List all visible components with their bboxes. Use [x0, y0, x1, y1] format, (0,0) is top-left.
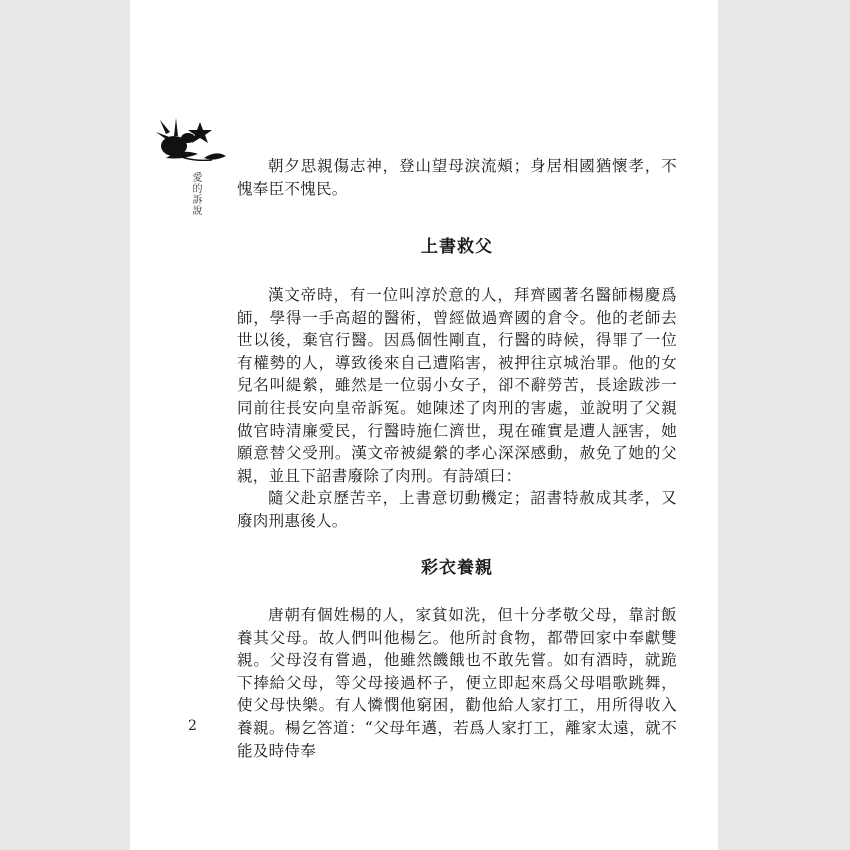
- page-number: 2: [188, 718, 197, 734]
- paragraph: 唐朝有個姓楊的人，家貧如洗，但十分孝敬父母，靠討飯養其父母。故人們叫他楊乞。他所討食物，都帶回家中奉獻雙親。父母沒有嘗過，他雖然饑餓也不敢先嘗。如有酒時，就跪下捧給父母，等父母接過杯子，便立即起來爲父母唱歌跳舞，使父母快樂。有人憐憫他窮困，勸他給人家打工，用所得收入養親。楊乞答道：“父母年邁，若爲人家打工，離家太遠，就不能及時侍奉: [237, 606, 677, 760]
- paragraph: 朝夕思親傷志神，登山望母淚流頰；身居相國猶懷孝，不愧奉臣不愧民。: [237, 157, 677, 198]
- side-label: 愛的訴說: [190, 172, 201, 216]
- paragraph: 隨父赴京歷苦辛，上書意切動機定；詔書特赦成其孝，又廢肉刑惠後人。: [237, 489, 677, 530]
- paragraph: 漢文帝時，有一位叫淳於意的人，拜齊國著名醫師楊慶爲師，學得一手高超的醫術，曾經做過齊國的倉令。他的老師去世以後，棄官行醫。因爲個性剛直，行醫的時候，得罪了一位有權勢的人，導致後來自己遭陷害，被押往京城治罪。他的女兒名叫緹縈，雖然是一位弱小女子，卻不辭勞苦，長途跋涉一同前往長安向皇帝訴冤。她陳述了肉刑的害處，並說明了父親做官時清廉愛民，行醫時施仁濟世，現在確實是遭人誣害，她願意替父受刑。漢文帝被緹縈的孝心深深感動，赦免了她的父親，並且下詔書廢除了肉刑。有詩頌曰：: [237, 286, 677, 485]
- intro-poem: [237, 155, 677, 200]
- flower-leaf-ornament-icon: [152, 112, 232, 172]
- section-body: [237, 604, 677, 762]
- section-title: 彩衣養親: [421, 558, 493, 578]
- section-title: 上書救父: [421, 237, 493, 257]
- section-body: [237, 284, 677, 533]
